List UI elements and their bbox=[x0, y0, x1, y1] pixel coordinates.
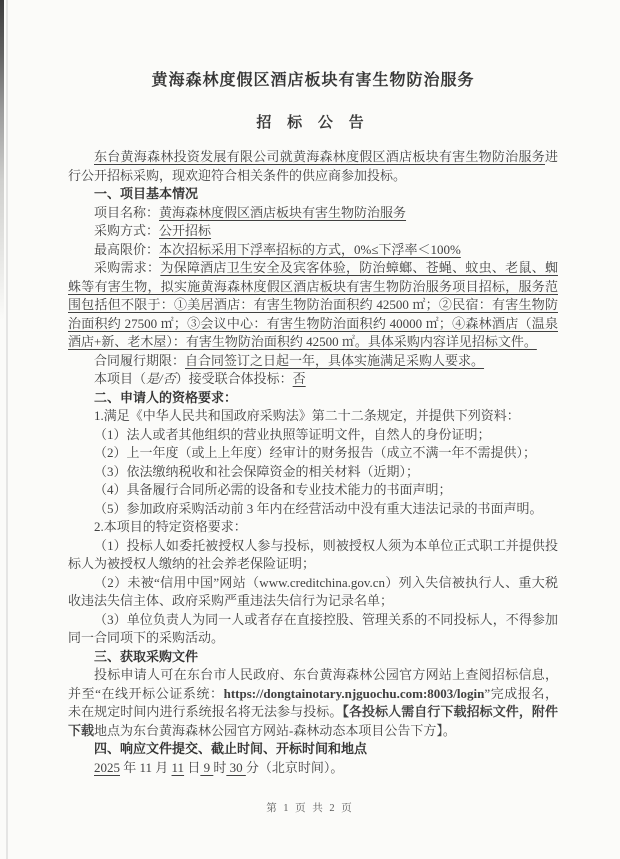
paragraph bbox=[68, 481, 558, 500]
text-run: 本次招标采用下浮率招标的方式，0%≤下浮率＜100% bbox=[159, 241, 461, 257]
text-run: 11 bbox=[171, 759, 185, 775]
document-content bbox=[68, 72, 558, 777]
text-run: （1）投标人如委托被授权人参与投标，则被授权人须为本单位正式职工并提供投标人为被授权人缴纳的社会养老保险证明； bbox=[68, 537, 558, 571]
paragraph bbox=[68, 352, 558, 371]
text-run: 9 bbox=[200, 759, 214, 775]
paragraph bbox=[68, 259, 558, 352]
text-run: 否 bbox=[292, 371, 306, 386]
paragraph bbox=[68, 500, 558, 519]
paragraph bbox=[68, 444, 558, 463]
text-run: 二、申请人的资格要求： bbox=[94, 389, 238, 405]
text-run: 三、获取采购文件 bbox=[94, 648, 199, 664]
text-run: 进行公开招标采购，现欢迎符合相关条件的供应商参加投标。 bbox=[68, 149, 558, 183]
paragraph bbox=[68, 759, 558, 778]
paragraph bbox=[68, 666, 558, 740]
paragraph bbox=[68, 518, 558, 537]
section-heading bbox=[68, 185, 558, 204]
text-run: 日 bbox=[184, 759, 201, 775]
text-run: 30 bbox=[226, 759, 246, 775]
text-run: （4）具备履行合同所必需的设备和专业技术能力的书面声明； bbox=[94, 482, 452, 497]
text-run: （1）法人或者其他组织的营业执照等证明文件，自然人的身份证明； bbox=[94, 426, 491, 442]
document-subtitle: 招 标 公 告 bbox=[256, 115, 370, 131]
page-number-footer: 第 1 页 共 2 页 bbox=[266, 803, 354, 814]
text-run: 东台黄海森林投资发展有限公司就黄海森林度假区酒店板块有害生物防治服务 bbox=[94, 149, 545, 164]
paragraph bbox=[68, 426, 558, 445]
text-run: 2025 bbox=[94, 759, 120, 775]
text-run: 四、响应文件提交、截止时间、开标时间和地点 bbox=[94, 741, 368, 756]
text-run: https://dongtainotary.njguochu.com:8003/login bbox=[223, 685, 485, 701]
scan-edge-line bbox=[6, 0, 8, 859]
paragraph bbox=[68, 407, 558, 426]
paragraph bbox=[68, 537, 558, 574]
document-body bbox=[68, 148, 558, 777]
section-heading bbox=[68, 389, 558, 408]
text-run: 公开招标 bbox=[159, 223, 212, 238]
text-run: 1.满足《中华人民共和国政府采购法》第二十二条规定，并提供下列资料： bbox=[94, 408, 520, 423]
document-title: 黄海森林度假区酒店板块有害生物防治服务 bbox=[151, 72, 475, 89]
text-run: 【各投标人需自行下载招标文件，附件下载 bbox=[68, 704, 558, 738]
paragraph bbox=[68, 241, 558, 260]
text-run: 采购需求： bbox=[94, 260, 161, 275]
paragraph bbox=[68, 370, 558, 389]
text-run: 是/否 bbox=[146, 371, 176, 386]
text-run: 黄海森林度假区酒店板块有害生物防治服务 bbox=[159, 204, 407, 220]
text-run: （3）依法缴纳税收和社会保障资金的相关材料（近期）； bbox=[94, 463, 420, 479]
text-run: 本项目（ bbox=[94, 371, 147, 386]
paragraph bbox=[68, 204, 558, 223]
text-run: 合同履行期限： bbox=[94, 352, 186, 368]
text-run: ）接受联合体投标： bbox=[175, 371, 293, 386]
text-run: 自合同签订之日起一年，具体实施满足采购人要求。 bbox=[185, 352, 485, 368]
text-run: 分（北京时间）。 bbox=[245, 759, 344, 775]
section-heading bbox=[68, 740, 558, 759]
section-heading bbox=[68, 648, 558, 667]
text-run: 年 11 月 bbox=[120, 759, 172, 775]
text-run: 一、项目基本情况 bbox=[94, 186, 199, 201]
text-run: （3）单位负责人为同一人或者存在直接控股、管理关系的不同投标人，不得参加同一合同项下的采购活动。 bbox=[68, 611, 558, 645]
text-run: 时 bbox=[213, 759, 227, 775]
text-run: 地点为东台黄海森林公园官方网站-森林动态本项目公告下方】。 bbox=[94, 722, 456, 738]
paragraph bbox=[68, 463, 558, 482]
text-run: 投标申请人可在东台市人民政府、东台黄海森林公园官方网站上查阅招标信息，并至“在线开标公证系统： bbox=[68, 667, 558, 701]
paragraph bbox=[68, 611, 558, 648]
text-run: （5）参加政府采购活动前 3 年内在经营活动中没有重大违法记录的书面声明。 bbox=[94, 500, 543, 516]
scan-edge-artifact bbox=[0, 0, 4, 320]
text-run: （2）上一年度（或上上年度）经审计的财务报告（成立不满一年不需提供）； bbox=[94, 445, 537, 460]
text-run: 采购方式： bbox=[94, 223, 160, 238]
text-run: 2.本项目的特定资格要求： bbox=[94, 519, 247, 534]
text-run: 为保障酒店卫生安全及宾客体验，防治蟑螂、苍蝇、蚊虫、老鼠、蜘蛛等有害生物，拟实施黄海森林度假区酒店板块有害生物防治服务项目招标，服务范围包括但不限于：①美居酒店：有害生物防治面积约 42500 ㎡；②民宿：有害生物防治面积约 27500 ㎡；③会议中心：有害生物防治面积约 40000 ㎡；④森林酒店（温泉酒店+新、老木屋）：有害生物防治面积约 42500 ㎡。具体采购内容详见招标文件。 bbox=[68, 260, 558, 349]
text-run: 最高限价： bbox=[94, 241, 160, 257]
paragraph bbox=[68, 222, 558, 241]
paragraph bbox=[68, 148, 558, 185]
text-run: （2）未被“信用中国”网站（www.creditchina.gov.cn）列入失信被执行人、重大税收违法失信主体、政府采购严重违法失信行为记录名单； bbox=[68, 574, 558, 608]
text-run: ”完成报名，未在规定时间内进行系统报名将无法参与投标。 bbox=[68, 685, 558, 719]
text-run: 项目名称： bbox=[94, 204, 160, 220]
paragraph bbox=[68, 574, 558, 611]
